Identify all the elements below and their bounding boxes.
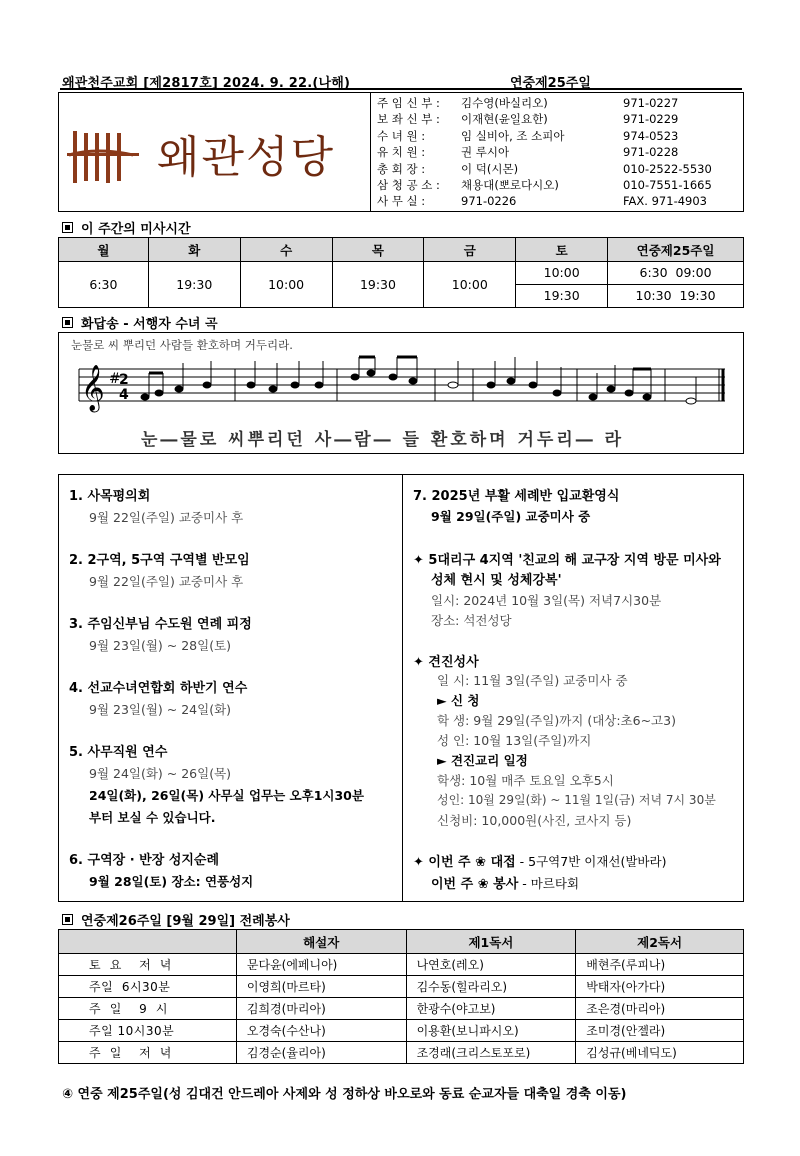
mass-day-header: 수 (240, 238, 332, 262)
confirmation-date: 일 시: 11월 3일(주일) 교중미사 중 (437, 673, 628, 688)
mass-time: 10:00 (451, 277, 488, 292)
service-row (59, 1042, 744, 1064)
meal-service-value: - 5구역7반 이재선(발바라) (515, 854, 667, 869)
staff-name: 임 실비아, 조 소피아 (461, 128, 565, 143)
service-heading (62, 910, 290, 929)
service-mass-label: 주일 10시30분 (59, 1020, 237, 1042)
staff-role: 사 무 실 : (377, 194, 426, 209)
mass-time-cell (424, 262, 516, 308)
mass-time-cell (148, 262, 240, 308)
flower-service-label: 이번 주 ❀ 봉사 (431, 877, 519, 892)
parish-logo (59, 93, 371, 211)
hymn-score-box (58, 332, 744, 454)
header-rule (60, 88, 742, 90)
music-staff-icon (75, 355, 731, 421)
service-column-header: 제1독서 (406, 930, 576, 954)
service-person: 박태자(아가다) (576, 976, 744, 998)
staff-name: 이 덕(시몬) (461, 161, 519, 176)
staff-phone: 974-0523 (623, 128, 679, 143)
mass-time: 10:00 (516, 262, 607, 285)
apply-adult: 성 인: 10월 13일(주일)까지 (437, 733, 592, 748)
service-person: 나연호(레오) (406, 954, 576, 976)
mass-time: 10:00 (268, 277, 305, 292)
svg-text:#: # (109, 371, 121, 387)
mass-day-header: 월 (59, 238, 149, 262)
staff-name: 이재현(윤일요한) (461, 112, 548, 127)
service-person: 조미경(안젤라) (576, 1020, 744, 1042)
service-title: 연중제26주일 [9월 29일] 전례봉사 (81, 914, 290, 929)
notice-item (69, 485, 243, 526)
service-person: 김성규(베네딕도) (576, 1042, 744, 1064)
staff-role: 유 치 원 : (377, 145, 426, 160)
apply-student: 학 생: 9월 29일(주일)까지 (대상:초6~고3) (437, 713, 676, 728)
bulletin-header: 왜관천주교회 [제2817호] 2024. 9. 22.(나해) (62, 76, 351, 91)
notice-item (69, 741, 364, 826)
notice-7-date: 9월 29일(주일) 교중미사 중 (431, 509, 591, 524)
staff-role: 삼 청 공 소 : (377, 177, 440, 192)
staff-phone: FAX. 971-4903 (623, 194, 707, 209)
notice-title: 3. 주임신부님 수도원 연례 피정 (69, 617, 252, 632)
footer-note: ④ 연중 제25주일(성 김대건 안드레아 사제와 성 정하상 바오로와 동료 순교자들 대축일 경축 이동) (62, 1087, 627, 1102)
service-person: 조은경(마리아) (576, 998, 744, 1020)
service-person: 김희경(마리아) (236, 998, 406, 1020)
notice-detail: 9월 23일(월) ~ 28일(토) (89, 638, 232, 653)
service-person: 김경순(율리아) (236, 1042, 406, 1064)
parish-info-box (58, 92, 744, 212)
class-student: 학생: 10월 매주 토요일 오후5시 (437, 773, 614, 788)
mass-times-title: 이 주간의 미사시간 (81, 222, 191, 237)
service-person: 한광수(야고보) (406, 998, 576, 1020)
apply-title: ► 신 청 (437, 693, 480, 708)
notices-divider (402, 475, 403, 901)
confirmation-fee: 신청비: 10,000원(사진, 코사지 등) (437, 813, 632, 828)
staff-row (377, 161, 743, 177)
notice-item (69, 677, 247, 718)
hymn-caption: 눈물로 씨 뿌리던 사람들 환호하며 거두리라. (71, 338, 293, 352)
bishop-visit-place: 장소: 석전성당 (431, 613, 512, 628)
square-bullet-icon (62, 914, 73, 925)
meal-service-label: ✦ 이번 주 ❀ 대접 (413, 855, 516, 870)
service-row (59, 976, 744, 998)
svg-text:𝄞: 𝄞 (81, 365, 105, 411)
notice-detail-bold: 24일(화), 26일(목) 사무실 업무는 오후1시30분 (89, 788, 364, 803)
notice-title: 4. 선교수녀연합회 하반기 연수 (69, 681, 248, 696)
service-column-header (59, 930, 237, 954)
class-schedule-title: ► 견진교리 일정 (437, 753, 528, 768)
mass-time: 19:30 (359, 277, 396, 292)
flower-service-value: - 마르타회 (518, 876, 580, 891)
notice-title: 5. 사무직원 연수 (69, 745, 168, 760)
mass-time: 10:30 19:30 (635, 288, 716, 303)
service-person: 오경숙(수산나) (236, 1020, 406, 1042)
parish-name-logo-text: 왜관성당 (157, 132, 336, 183)
notice-item (69, 549, 250, 590)
notice-title: 2. 2구역, 5구역 구역별 반모임 (69, 553, 250, 568)
meal-service-line (413, 851, 666, 870)
staff-phone: 971-0228 (623, 145, 679, 160)
mass-time: 19:30 (176, 277, 213, 292)
mass-time-cell (59, 262, 149, 308)
staff-phone: 971-0229 (623, 112, 679, 127)
service-person: 김수동(힐라리오) (406, 976, 576, 998)
mass-time: 6:30 (89, 277, 118, 292)
notices-box (58, 474, 744, 902)
staff-phone: 010-7551-1665 (623, 177, 712, 192)
notice-detail: 9월 22일(주일) 교중미사 후 (89, 574, 244, 589)
notice-title: 6. 구역장 · 반장 성지순례 (69, 853, 220, 868)
mass-times-table (58, 237, 744, 308)
service-mass-label: 토 요 저 녁 (59, 954, 237, 976)
bishop-visit-title-cont: 성체 현시 및 성체강복' (431, 573, 562, 588)
service-person: 문다윤(에페니아) (236, 954, 406, 976)
mass-day-header: 토 (516, 238, 608, 262)
hymn-lyrics: 눈―물로 씨뿌리던 사―람― 들 환호하며 거두리― 라 (141, 430, 625, 450)
staff-name: 971-0226 (461, 194, 517, 209)
staff-role: 주 임 신 부 : (377, 96, 440, 110)
mass-time-cell (332, 262, 424, 308)
confirmation-title: ✦ 견진성사 (413, 655, 479, 670)
service-column-header: 해설자 (236, 930, 406, 954)
notice-detail: 9월 24일(화) ~ 26일(목) (89, 766, 232, 781)
staff-phone: 010-2522-5530 (623, 161, 712, 176)
hymn-heading (62, 313, 218, 332)
mass-day-header: 화 (148, 238, 240, 262)
staff-role: 보 좌 신 부 : (377, 112, 440, 127)
service-mass-label: 주 일 9 시 (59, 998, 237, 1020)
square-bullet-icon (62, 317, 73, 328)
service-mass-label: 주일 6시30분 (59, 976, 237, 998)
notice-item (69, 849, 253, 890)
service-person: 배현주(루피나) (576, 954, 744, 976)
staff-name: 채용대(뽀로다시오) (461, 177, 559, 192)
staff-row (377, 128, 743, 144)
class-adult: 성인: 10월 29일(화) ~ 11월 1일(금) 저녁 7시 30분 (437, 793, 716, 807)
notice-title: 1. 사목평의회 (69, 489, 151, 504)
staff-name: 김수영(바실리오) (461, 96, 548, 110)
mass-day-header: 목 (332, 238, 424, 262)
flower-service-line (431, 873, 579, 892)
mass-day-header: 연중제25주일 (608, 238, 744, 262)
staff-row (377, 111, 743, 127)
notice-7-title: 7. 2025년 부활 세례반 입교환영식 (413, 489, 620, 504)
service-row (59, 1020, 744, 1042)
mass-time-cell (240, 262, 332, 308)
mass-time: 19:30 (543, 288, 580, 303)
mass-time: 6:30 09:00 (608, 262, 743, 285)
mass-time-cell (608, 262, 744, 308)
mass-day-header: 금 (424, 238, 516, 262)
service-row (59, 998, 744, 1020)
service-person: 조경래(크리스토포로) (406, 1042, 576, 1064)
staff-row (377, 177, 743, 193)
svg-text:2: 2 (119, 372, 129, 388)
notice-detail-bold: 부터 보실 수 있습니다. (89, 810, 216, 825)
notice-detail-bold: 9월 28일(토) 장소: 연풍성지 (89, 874, 254, 889)
bishop-visit-title: ✦ 5대리구 4지역 '친교의 해 교구장 지역 방문 미사와 (413, 553, 721, 568)
staff-role: 총 회 장 : (377, 161, 426, 176)
staff-phone: 971-0227 (623, 96, 679, 110)
hymn-title: 화답송 - 서행자 수녀 곡 (81, 317, 218, 332)
notice-detail: 9월 22일(주일) 교중미사 후 (89, 510, 244, 525)
liturgy-service-table (58, 929, 744, 1064)
mass-time-cell (516, 262, 608, 308)
service-person: 이용환(보니파시오) (406, 1020, 576, 1042)
notice-item (69, 613, 252, 654)
service-person: 이영희(마르타) (236, 976, 406, 998)
liturgical-day: 연중제25주일 (510, 76, 591, 91)
mass-times-heading (62, 218, 191, 237)
staff-directory (377, 95, 743, 210)
service-mass-label: 주 일 저 녁 (59, 1042, 237, 1064)
svg-text:4: 4 (119, 387, 129, 403)
service-column-header: 제2독서 (576, 930, 744, 954)
notice-detail: 9월 23일(월) ~ 24일(화) (89, 702, 232, 717)
square-bullet-icon (62, 222, 73, 233)
staff-row (377, 144, 743, 160)
staff-row (377, 95, 743, 111)
service-row (59, 954, 744, 976)
bishop-visit-date: 일시: 2024년 10월 3일(목) 저녁7시30분 (431, 593, 662, 608)
staff-name: 권 루시아 (461, 145, 510, 160)
staff-row (377, 193, 743, 209)
staff-role: 수 녀 원 : (377, 128, 426, 143)
